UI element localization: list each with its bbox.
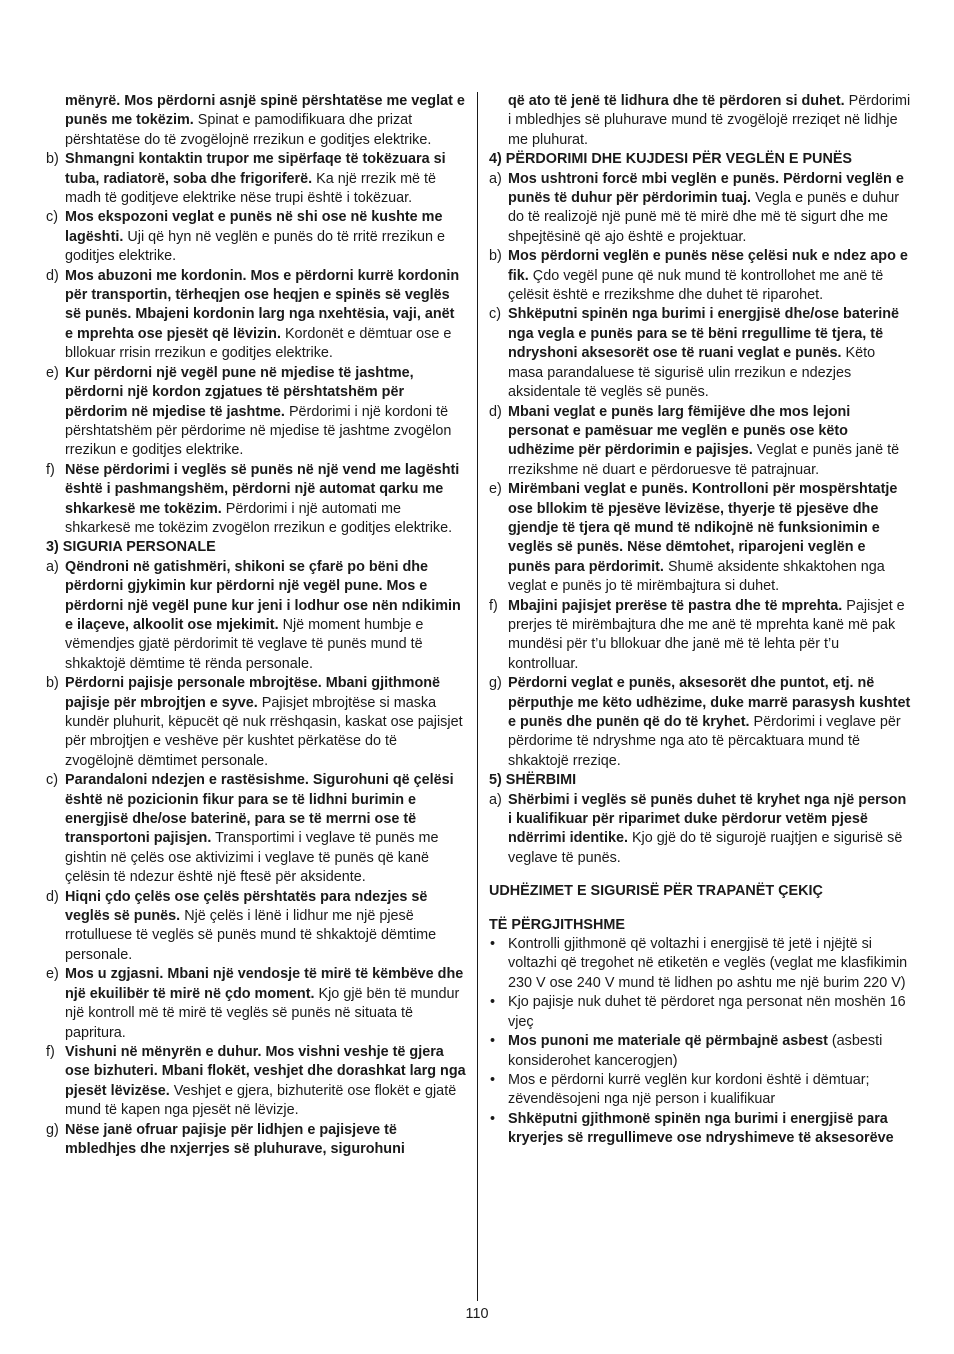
item-label: a) <box>489 791 502 808</box>
list-item <box>489 674 911 771</box>
page-number: 110 <box>465 1306 489 1322</box>
list-item <box>46 965 466 1043</box>
bold-text: Mos përdorni veglën e punës nëse çelësi nuk e ndez apo e fik. <box>508 248 908 284</box>
body-text: Përdorimi i mbledhjes së pluhurave mund të zvogëlojë rreziqet në lidhje me pluhurat. <box>508 93 911 148</box>
item-label: g) <box>46 1121 59 1138</box>
list-item <box>46 674 466 771</box>
bold-text: Kur përdorni një vegël pune në mjedise të jashtme, përdorni një kordon zgjatues të përshtatshëm për përdorim në mjedise të jashtme. <box>65 364 414 420</box>
list-item <box>46 1043 466 1121</box>
item-label: b) <box>46 151 59 168</box>
item-label: e) <box>489 481 502 498</box>
bold-text: Shmangni kontaktin trupor me sipërfaqe të tokëzuara si tuba, radiatorë, soba dhe frigoriferë. <box>65 151 446 187</box>
section-heading-service: 5) SHËRBIMI <box>489 772 577 789</box>
bold-text: që ato të jenë të lidhura dhe të përdoren si duhet. <box>508 93 845 109</box>
bold-text: Nëse përdorimi i veglës së punës në një vend me lagështi është i pashmangshëm, përdorni një automat qarku me shkarkesë me tokëzim. <box>65 461 460 517</box>
bold-text: Mirëmbani veglat e punës. Kontrolloni për mospërshtatje ose bllokim të pjesëve lëvizëse, thyerje të pjesëve dhe gjendje të tjera që mund të ndikojnë në funksionimin e veglës së punës. Nëse dëmtohet, riparojeni veglën e punës para përdorimit. <box>508 481 898 575</box>
bullet-symbol: • <box>490 1110 496 1127</box>
item-label: c) <box>46 772 58 789</box>
list-item <box>46 888 466 966</box>
bullet-item <box>489 1032 911 1071</box>
bold-text: Mbajini pajisjet prerëse të pastra dhe të mprehta. <box>508 597 843 614</box>
bold-text: Shërbimi i veglës së punës duhet të kryhet nga një person i kualifikuar për riparimet duke përdorur vetëm pjesë ndërrimi identike. <box>508 791 907 847</box>
body-text: (asbesti konsiderohet kancerogjen) <box>508 1033 883 1069</box>
body-text: Kjo gjë bën të mundur një kontroll më të mirë të veglës së punës në situata të papritura. <box>65 985 460 1041</box>
list-item <box>46 461 466 539</box>
spacer <box>489 902 911 916</box>
spacer <box>489 868 911 882</box>
column-divider <box>477 92 478 1301</box>
personal-safety-list <box>46 558 466 1160</box>
body-text: Transportimi i veglave të punës me gishtin në çelës ose aktivizimi i veglave të punës që kanë çelësin të ndezur është një ftesë për aksidente. <box>65 830 439 886</box>
bullet-item <box>489 1110 911 1149</box>
body-text: Mos e përdorni kurrë veglën kur kordoni është i dëmtuar; zëvendësojeni nga një person i kualifikuar <box>508 1071 870 1108</box>
bullet-symbol: • <box>490 994 496 1011</box>
bold-text: Mos abuzoni me kordonin. Mos e përdorni kurrë kordonin për transportin, tërheqjen ose heqjen e spinës së veglës së punës. Mbajeni kordonin larg nga nxehtësia, vaji, anët e mprehta ose pjesët që lëvizin. <box>65 267 460 342</box>
item-label: a) <box>46 558 59 575</box>
body-text: Pajisjet e prerjes të mirëmbajtura dhe me anë të mprehta kanë më pak mundësi për t’u bllokuar dhe janë më të lehta për t’u kontrolluar. <box>508 597 905 672</box>
bold-text: Mos ekspozoni veglat e punës në shi ose në kushte me lagështi. <box>65 209 443 245</box>
body-text: Një çelës i lënë i lidhur me një pjesë rrotulluese të veglës së punës mund të shkaktojë dëmtime personale. <box>65 908 437 963</box>
body-text: Një moment humbje e vëmendjes gjatë përdorimit të veglave të punës mund të shkaktojë dëmtime të rënda personale. <box>65 616 424 672</box>
bold-text: Vishuni në mënyrën e duhur. Mos vishni veshje të gjera ose bizhuteri. Mbani flokët, veshjet dhe dorashkat larg nga pjesët lëvizëse. <box>65 1043 466 1099</box>
bold-text: Hiqni çdo çelës ose çelës përshtatës para ndezjes së veglës së punës. <box>65 888 428 925</box>
bullet-symbol: • <box>490 1033 496 1050</box>
item-label: d) <box>46 888 59 905</box>
item-label: d) <box>46 267 59 284</box>
body-text: Vegla e punës e duhur do të realizojë një punë më të mirë dhe më të sigurt dhe me shpejtësinë që ajo është e projektuar. <box>508 190 900 245</box>
bullet-item <box>489 1071 911 1110</box>
list-item <box>46 150 466 208</box>
list-item <box>489 305 911 402</box>
list-item <box>46 267 466 364</box>
list-item <box>489 247 911 305</box>
tool-use-care-list <box>489 170 911 772</box>
bold-text: Shkëputni gjithmonë spinën nga burimi i energjisë para kryerjes së rregullimeve ose ndryshimeve të aksesorëve <box>508 1110 894 1147</box>
body-text: Pajisjet mbrojtëse si maska kundër pluhurit, këpucët që nuk rrëshqasin, kaskat ose pajisjet për mbrojtjen e veshëve për kushtet përkatëse do të zvogëlojnë dëmtimet personale. <box>65 694 463 769</box>
body-text: Këto masa parandaluese të sigurisë ulin rrezikun e ndezjes aksidentale të veglës së punës. <box>508 345 876 401</box>
body-text: Kordonët e dëmtuar ose e bllokuar rrisin rrezikun e goditjes elektrike. <box>65 325 452 362</box>
item-label: e) <box>46 364 59 381</box>
item-label: f) <box>489 597 498 614</box>
item-label: f) <box>46 461 55 478</box>
body-text: Ka një rrezik më të madh të goditjeve elektrike nëse trupi është i tokëzuar. <box>65 170 437 207</box>
bold-text: Nëse janë ofruar pajisje për lidhjen e pajisjeve të mbledhjes dhe nxjerrjes së pluhurave, sigurohuni <box>65 1121 405 1157</box>
body-text: Spinat e pamodifikuara dhe prizat përshtatëse do të zvogëlojnë rrezikun e goditjes elektrike. <box>65 112 432 148</box>
bold-text: Shkëputni spinën nga burimi i energjisë dhe/ose baterinë nga vegla e punës para se të bëni rregullime të tjera, të ndryshoni aksesorët ose të ruani veglat e punës. <box>508 306 900 362</box>
item-label: b) <box>489 248 502 265</box>
list-item <box>489 480 911 596</box>
list-item <box>46 771 466 887</box>
body-text: Kjo gjë do të sigurojë ruajtjen e sigurisë së veglave të punës. <box>508 830 903 866</box>
right-intro-paragraph <box>489 92 911 150</box>
section-heading-tool-use-care: 4) PËRDORIMI DHE KUJDESI PËR VEGLËN E PUNËS <box>489 151 853 168</box>
list-item <box>46 208 466 266</box>
body-text: Veshjet e gjera, bizhuteritë ose flokët e gjatë mund të kapen nga pjesët në lëvizje. <box>65 1082 457 1119</box>
item-label: c) <box>46 209 58 226</box>
body-text: Uji që hyn në veglën e punës do të rritë rrezikun e goditjes elektrike. <box>65 228 445 265</box>
item-label: d) <box>489 403 502 420</box>
item-label: b) <box>46 675 59 692</box>
general-bullet-list <box>489 935 911 1148</box>
body-text: Veglat e punës janë të rrezikshme në duart e përdoruesve të patrajnuar. <box>508 442 900 478</box>
body-text: Çdo vegël pune që nuk mund të kontrollohet me anë të çelësit është e rrezikshme dhe duhet të riparohet. <box>508 267 884 304</box>
item-label: g) <box>489 675 502 692</box>
item-label: f) <box>46 1043 55 1060</box>
bold-text: Mos ushtroni forcë mbi veglën e punës. Përdorni veglën e punës të duhur për përdorimin tuaj. <box>508 170 904 207</box>
list-item <box>46 558 466 674</box>
left-intro-paragraph <box>46 92 466 150</box>
list-item <box>489 791 911 869</box>
bold-text: Mbani veglat e punës larg fëmijëve dhe mos lejoni personat e pamësuar me veglën e punës ose këto udhëzime për përdorimin e pajisjes. <box>508 403 851 459</box>
bold-text: Parandaloni ndezjen e rastësishme. Sigurohuni që çelësi është në pozicionin fikur para se të lidhni burimin e energjisë dhe/ose baterinë, para se të merrni ose të transportoni pajisjen. <box>65 772 454 847</box>
bullet-item <box>489 993 911 1032</box>
service-list <box>489 791 911 869</box>
body-text: Kjo pajisje nuk duhet të përdoret nga personat nën moshën 16 vjeç <box>508 994 906 1030</box>
right-column <box>489 92 911 1149</box>
list-item <box>489 403 911 481</box>
left-items-list <box>46 150 466 538</box>
general-heading: TË PËRGJITHSHME <box>489 916 625 933</box>
left-column <box>46 92 466 1159</box>
item-label: e) <box>46 966 59 983</box>
list-item <box>489 597 911 675</box>
body-text: Kontrolli gjithmonë që voltazhi i energjisë të jetë i njëjtë si voltazhi që tregohet në etiketën e veglës (veglat me klasfikimin 230 V ose 240 V mund të lidhen po ashtu me një burim 220 V) <box>508 936 908 991</box>
bold-text: Përdorni veglat e punës, aksesorët dhe puntot, etj. në përputhje me këto udhëzime, duke marrë parasysh kushtet e punës dhe punën që do të kryhet. <box>508 675 911 730</box>
bullet-symbol: • <box>490 936 496 953</box>
list-item <box>489 170 911 248</box>
body-text: Përdorimi i veglave për përdorime të ndryshme nga ato të përcaktuara mund të shkaktojë rreziqe. <box>508 714 901 769</box>
list-item <box>46 364 466 461</box>
bold-text: mënyrë. Mos përdorni asnjë spinë përshtatëse me veglat e punës me tokëzim. <box>65 93 465 129</box>
bold-text: Mos punoni me materiale që përmbajnë asbest <box>508 1033 828 1050</box>
item-label: a) <box>489 170 502 187</box>
body-text: Përdorimi i një automati me shkarkesë me tokëzim zvogëlon rrezikun e goditjes elektrike. <box>65 500 453 536</box>
section-heading-personal-safety: 3) SIGURIA PERSONALE <box>46 539 216 556</box>
bullet-item <box>489 935 911 993</box>
bold-text: Qëndroni në gatishmëri, shikoni se çfarë po bëni dhe përdorni gjykimin kur përdorni një vegël pune. Mos e përdorni një vegël pune kur jeni i lodhur ose nën ndikimin e ilaçeve, alkoolit ose mjekimit. <box>65 558 461 633</box>
item-label: c) <box>489 306 501 323</box>
list-item <box>46 1121 466 1160</box>
bold-text: Përdorni pajisje personale mbrojtëse. Mbani gjithmonë pajisje për mbrojtjen e syve. <box>65 675 441 711</box>
hammer-drill-safety-heading: UDHËZIMET E SIGURISË PËR TRAPANËT ÇEKIÇ <box>489 883 823 900</box>
body-text: Shumë aksidente shkaktohen nga veglat e punës jo të mirëmbajtura si duhet. <box>508 558 885 595</box>
bullet-symbol: • <box>490 1071 496 1088</box>
body-text: Përdorimi i një kordoni të përshtatshëm për përdorime në mjedise të jashtme zvogëlon rrezikun e goditjes elektrike. <box>65 403 452 459</box>
bold-text: Mos u zgjasni. Mbani një vendosje të mirë të këmbëve dhe një ekuilibër të mirë në çdo moment. <box>65 966 464 1002</box>
